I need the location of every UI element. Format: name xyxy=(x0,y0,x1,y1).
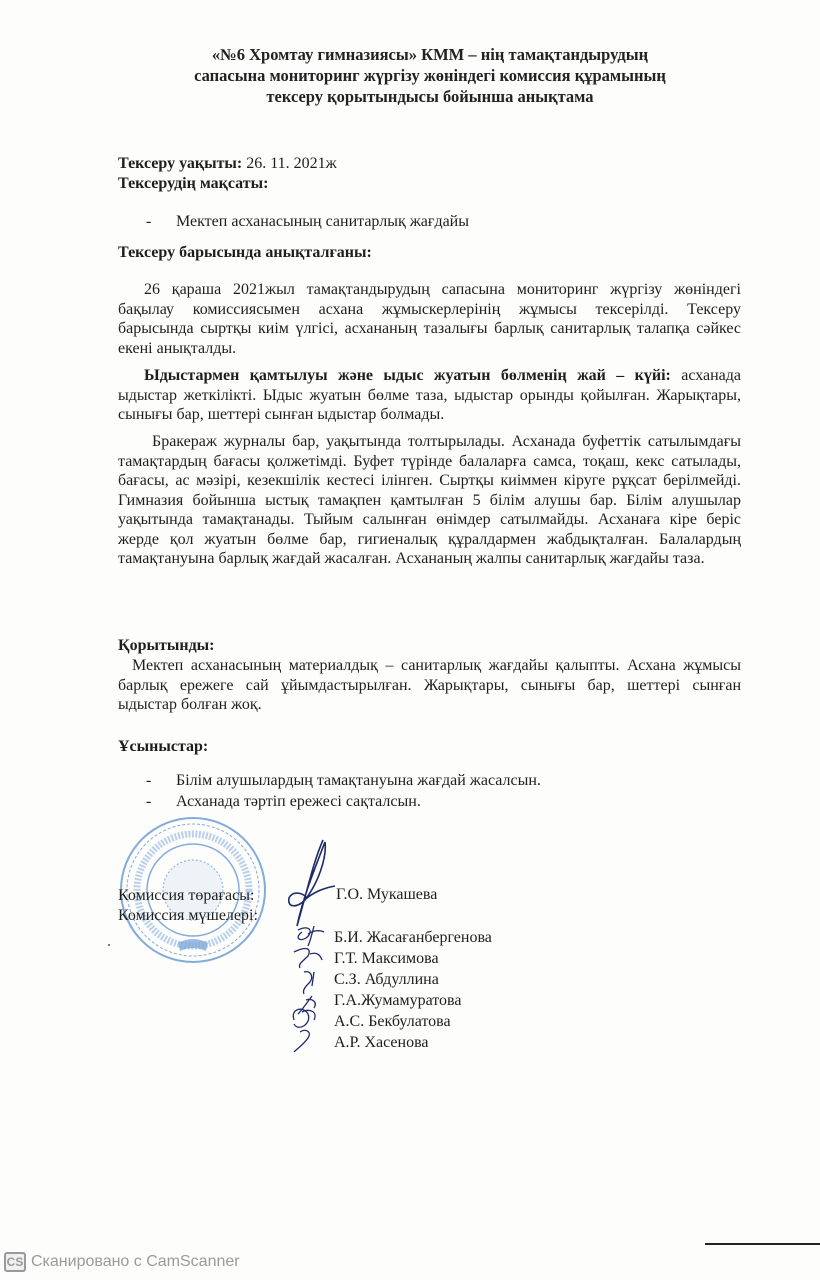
check-date-label: Тексеру уақыты: xyxy=(118,155,243,172)
purpose-item-text: Мектеп асханасының санитарлық жағдайы xyxy=(176,213,469,230)
text-line: уақытында тамақтанады. Тыйым салынған өнімдер сатылмайды. Асханаға кіре беріс xyxy=(118,511,741,528)
member-name: А.Р. Хасенова xyxy=(334,1034,429,1051)
text-line: Бракераж журналы бар, уақытында толтырылады. Асханада буфеттік сатылымдағы xyxy=(152,433,741,450)
recommendation-text: Білім алушылардың тамақтануына жағдай жасалсын. xyxy=(176,772,541,789)
members-signatures-icon xyxy=(290,924,330,1052)
conclusion-heading: Қорытынды: xyxy=(118,637,215,654)
member-name: Г.Т. Максимова xyxy=(334,950,439,967)
members-label: Комиссия мүшелері: xyxy=(118,907,258,924)
text-line: екені анықталды. xyxy=(118,339,237,357)
findings-paragraph-3 xyxy=(118,432,741,569)
purpose-item xyxy=(146,212,469,232)
conclusion-paragraph xyxy=(118,656,741,715)
member-name: С.З. Абдуллина xyxy=(334,971,439,988)
dishes-subheading: Ыдыстармен қамтылуы және ыдыс жуатын бөлменің жай – күйі: xyxy=(144,367,671,384)
text-line: Гимназия бойынша ыстық тамақпен қамтылған 5 білім алушы бар. Білім алушылар xyxy=(118,491,741,509)
text-line: жерде қол жуатын бөлме бар, гигиеналық құралдармен жабдықталған. Балалардың xyxy=(118,530,741,548)
text-line: барысында сыртқы киім үлгісі, асхананың тазалығы барлық санитарлық талапқа сәйкес xyxy=(118,320,741,337)
check-date xyxy=(118,154,337,174)
text-line: ыдыстар жеткілікті. Ыдыс жуатын бөлме таза, ыдыстар орынды қойылған. Жарықтары, xyxy=(118,386,741,404)
member-name: А.С. Бекбулатова xyxy=(334,1013,451,1030)
title-line: сапасына мониторинг жүргізу жөніндегі комиссия құрамының xyxy=(194,66,666,85)
chair-signature-icon xyxy=(283,838,343,930)
text-line: бағасы, ас мәзірі, кезекшілік кестесі ілінген. Сыртқы киіммен кіруге рұқсат берілмейді. xyxy=(118,472,741,489)
recommendations-heading: Ұсыныстар: xyxy=(118,738,209,755)
text-line: тамақтардың бағасы қолжетімді. Буфет түрінде балаларға самса, тоқаш, кекс сатылады, xyxy=(118,452,741,470)
camscanner-logo-icon: CS xyxy=(4,1252,26,1272)
title-line: тексеру қорытындысы бойынша анықтама xyxy=(266,87,594,106)
findings-paragraph-2 xyxy=(118,366,741,425)
recommendation-item xyxy=(146,792,421,812)
member-name: Г.А.Жумамуратова xyxy=(334,992,462,1009)
text-line: 26 қараша 2021жыл тамақтандырудың сапасына мониторинг жүргізу жөніндегі xyxy=(144,281,741,298)
member-name: Б.И. Жасағанбергенова xyxy=(334,929,492,946)
camscanner-watermark xyxy=(4,1251,240,1273)
document-title xyxy=(100,44,760,107)
check-date-value: 26. 11. 2021ж xyxy=(246,155,337,172)
text-line: барлық ережеге сай ұйымдастырылған. Жарықтары, сынығы бар, шеттері сынған xyxy=(118,676,741,694)
text-line xyxy=(118,366,741,386)
bullet-dash: - xyxy=(146,213,152,230)
text-line: ыдыстар болған жоқ. xyxy=(118,696,262,713)
bullet-dash: - xyxy=(146,793,152,810)
recommendation-item xyxy=(146,771,541,791)
chair-name: Г.О. Мукашева xyxy=(336,886,438,903)
text-line: сынығы бар, шеттері сынған ыдыстар болмады. xyxy=(118,406,445,423)
text-line: тамақтануына барлық жағдай жасалған. Асхананың жалпы санитарлық жағдайы таза. xyxy=(118,550,705,567)
findings-heading: Тексеру барысында анықталғаны: xyxy=(118,244,372,261)
text-line: бақылау комиссиясымен асхана жұмыскерлерінің жұмысы тексерілді. Тексеру xyxy=(118,300,741,318)
chair-label: Комиссия төрағасы: xyxy=(118,887,255,904)
bullet-dash: - xyxy=(146,772,152,789)
purpose-heading: Тексерудің мақсаты: xyxy=(118,175,269,192)
recommendation-text: Асханада тәртіп ережесі сақталсын. xyxy=(176,793,421,810)
title-line: «№6 Хромтау гимназиясы» КММ – нің тамақтандырудың xyxy=(211,45,649,64)
findings-paragraph-1 xyxy=(118,280,741,358)
scan-speck xyxy=(108,944,110,946)
camscanner-text: Сканировано с CamScanner xyxy=(31,1253,240,1270)
page-edge-line xyxy=(705,1243,820,1245)
text-line: Мектеп асханасының материалдық – санитарлық жағдайы қалыпты. Асхана жұмысы xyxy=(132,657,741,674)
text-fragment: асханада xyxy=(681,367,742,384)
